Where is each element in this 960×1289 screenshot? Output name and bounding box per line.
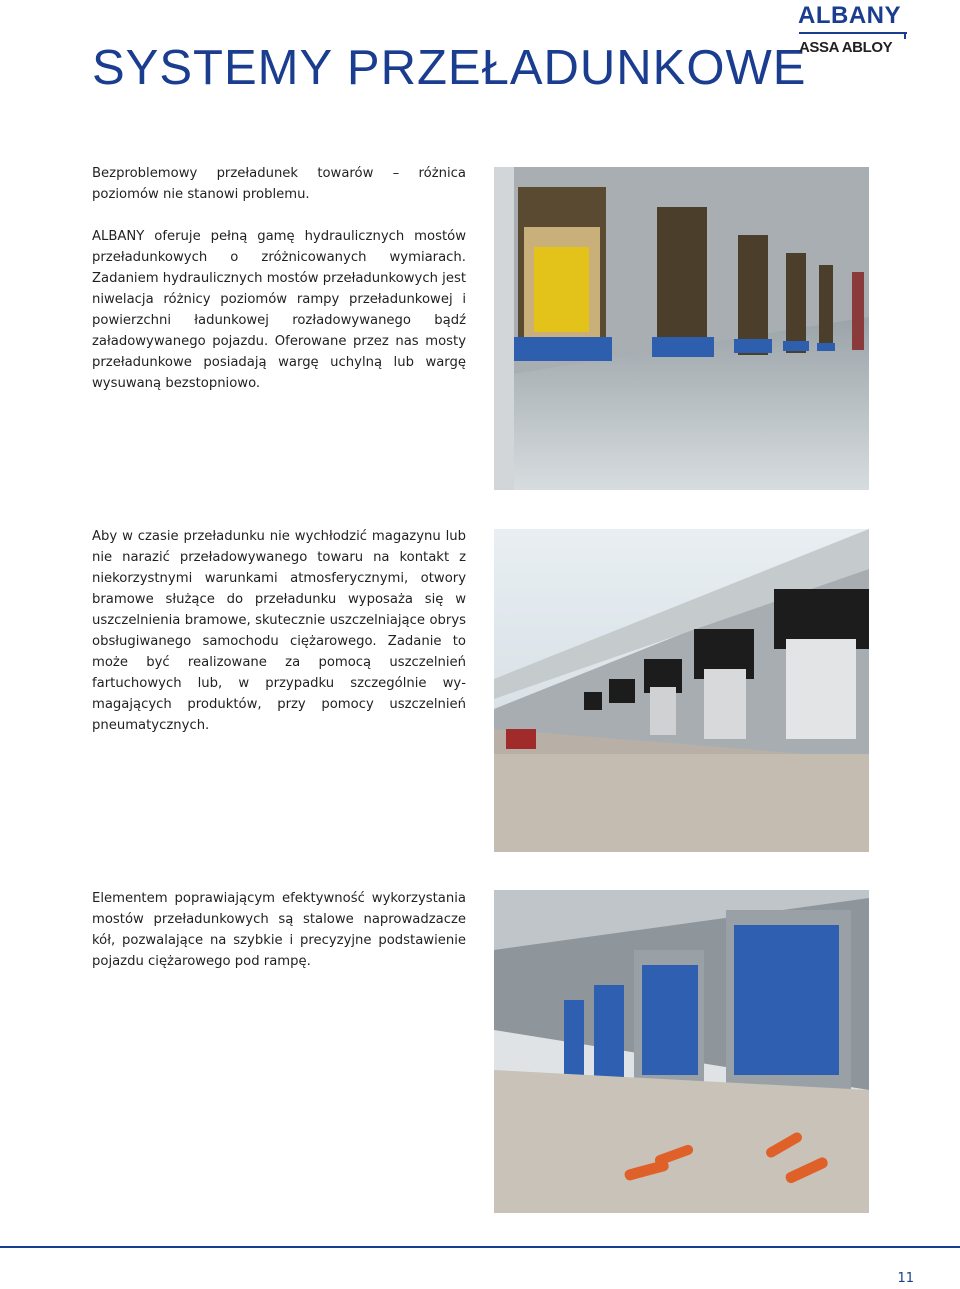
logo-subtitle: ASSA ABLOY: [799, 39, 893, 56]
photo-wheel-guides: [494, 890, 869, 1213]
paragraph: Elementem poprawiającym efektywność wykorzystania mostów przeładunkowych są stalowe naprowadzacze kół, pozwalające na szybkie i precyzyjne podstawienie pojazdu ciężarowego pod rampę.: [92, 891, 466, 969]
logo-rule: [799, 32, 907, 34]
paragraph: Aby w czasie przeładunku nie wychłodzić magazynu lub nie narazić przeładowywanego towaru na kontakt z niekorzystnymi warunkami atmosferycznymi, otwory bramowe służące do przeładunku wyposaża się w uszczelnienia bramowe, skutecznie uszczelniające obrys obsługiwanego samochodu ciężarowego. Zadanie to może być realizowane za pomocą uszczelnień fartuchowych lub, w przypadku szczególnie wymagających produktów, przy pomocy uszczelnień pneumatycznych.: [92, 529, 466, 733]
footer-rule: [0, 1246, 960, 1248]
logo-rule-corner: [904, 32, 906, 39]
page-number: 11: [897, 1271, 914, 1286]
paragraph: ALBANY oferuje pełną gamę hydraulicznych mostów przeładunkowych o zróżnicowanych wymiarach. Zadaniem hydraulicznych mostów przeładunkowych jest niwelacja różnicy poziomów rampy przeładunkowej i powierzchni ładunkowej rozładowywanego bądź załadowywanego pojazdu. Oferowane przez nas mosty przeładunkowe posiadają wargę uchylną lub wargę wysuwaną bezstopniowo.: [92, 229, 466, 391]
photo-door-seals: [494, 529, 869, 852]
paragraph: Bezproblemowy przeładunek towarów – różnica poziomów nie stanowi problemu.: [92, 166, 466, 202]
photo-dock-levelers: [494, 167, 869, 490]
page-title: SYSTEMY PRZEŁADUNKOWE: [92, 41, 807, 95]
section-wheel-guides-text: [92, 888, 466, 972]
section-dock-levelers-text: [92, 163, 466, 394]
logo-wordmark: ALBANY: [798, 2, 901, 29]
section-door-seals-text: [92, 526, 466, 736]
albany-logo: [798, 2, 912, 58]
